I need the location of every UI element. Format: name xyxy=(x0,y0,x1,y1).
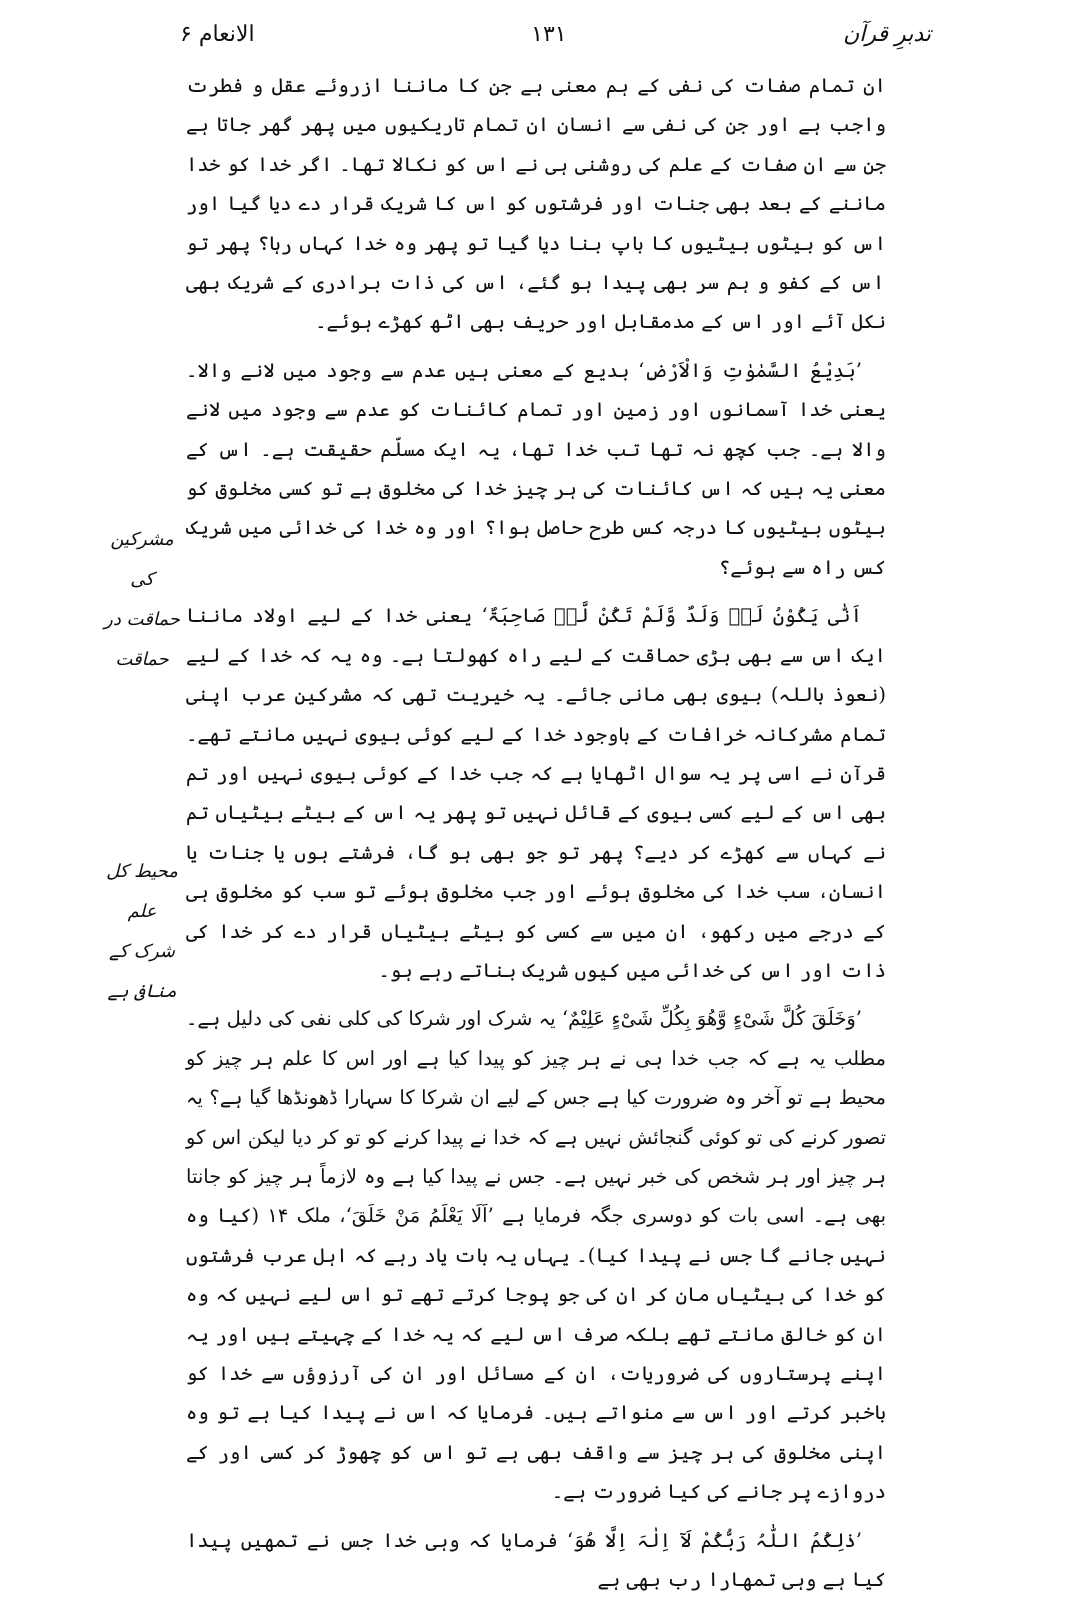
text-line: اسی پر یہ سوال اٹھایا ہے کہ جب خدا کے کوئی بیوی نہیں اور تم بھی اس کے لیے کسی بیوی کے قائل نہیں xyxy=(186,761,886,825)
margin-note-line: حماقت xyxy=(115,649,169,670)
text-line: درجہ کس طرح حاصل ہوا؟ اور وہ خدا کی خدائی میں شریک کس راہ سے ہوئے؟ xyxy=(186,516,886,579)
text-line: ’بَدِیْعُ السَّمٰوٰتِ وَالْاَرْضِ‘ بدیع کے معنی ہیں عدم سے وجود میں لانے والا۔ یعنی خدا آسمانوں xyxy=(186,358,886,422)
text-line: ان کے مسائل اور ان کی آرزوؤں سے خدا کو باخبر کرتے اور اس سے منواتے ہیں۔ فرمایا کہ اس نے پیدا کیا xyxy=(186,1362,887,1425)
text-line: میں سے کسی کو بیٹے بیٹیاں قرار دے کر خدا کی ذات اور اس کی خدائی میں کیوں شریک بناتے رہے ہو۔ xyxy=(186,919,886,982)
book-title: تدبرِ قرآن xyxy=(843,21,931,47)
text-line: نکل آئے اور اس کے مدمقابل اور حریف بھی اٹھ کھڑے ہوئے۔ xyxy=(315,310,886,334)
paragraph-intro xyxy=(186,66,886,342)
text-line: اور زمین اور تمام کائنات کو عدم سے وجود میں لانے والا ہے۔ جب کچھ نہ تھا تب خدا تھا، یہ ایک مسلّم xyxy=(186,398,886,461)
body-text xyxy=(186,66,886,1599)
paragraph-anna-yakunu xyxy=(186,596,886,990)
page-number: ۱۳۱ xyxy=(531,21,567,47)
surah-name: الانعام ۶ xyxy=(180,21,255,47)
text-line: ان تمام صفات کی نفی کے ہم معنی ہے جن کا ماننا ازروئے عقل و فطرت واجب ہے اور جن کی نفی سے انسان xyxy=(186,74,886,137)
margin-note-foolishness xyxy=(96,520,188,680)
text-line: تھی کہ مشرکین عرب اپنی تمام مشرکانہ خرافات کے باوجود خدا کے لیے کوئی بیوی نہیں مانتے تھے۔ قرآن نے xyxy=(186,683,886,785)
margin-note-knowledge xyxy=(96,852,188,1012)
paragraph-dhalikum xyxy=(186,1521,886,1599)
text-line: ’وَخَلَقَ کُلَّ شَیْءٍ وَّھُوَ بِکُلِّ شَیْءٍ عَلِیْمٌ‘ یہ شرک اور شرکا کی کلی نفی کی دلیل ہے۔ مطلب یہ ہے کہ جب xyxy=(186,1007,887,1070)
page-header xyxy=(180,14,931,54)
text-line: حقیقت ہے۔ اس کے معنی یہ ہیں کہ اس کائنات کی ہر چیز خدا کی مخلوق ہے تو کسی مخلوق کو بیٹوں بیٹیوں کا xyxy=(186,437,886,540)
text-line: کو خدا ماننے کے بعد بھی جنات اور فرشتوں کو اس کا شریک قرار دے دیا گیا اور اس کو بیٹوں بیٹیوں کا باپ xyxy=(186,152,886,255)
text-line: خدا ہی نے ہر چیز کو پیدا کیا ہے اور اس کا علم ہر چیز کو محیط ہے تو آخر وہ ضرورت کیا ہے جس کے لیے ان xyxy=(186,1046,886,1110)
text-line: بنا دیا گیا تو پھر وہ خدا کہاں رہا؟ پھر تو اس کے کفو و ہم سر بھی پیدا ہو گئے، اس کی ذات برادری کے شریک بھی xyxy=(186,231,885,295)
text-line: شرکا کا سہارا ڈھونڈھا گیا ہے؟ یہ تصور کرنے کی تو کوئی گنجائش نہیں ہے کہ خدا نے پیدا کرنے کو تو کر دیا لیکن xyxy=(186,1086,887,1149)
margin-note-line: شرک کے xyxy=(109,941,175,962)
paragraph-khalaqa xyxy=(186,999,886,1511)
text-line: ان تمام تاریکیوں میں پھر گھر جاتا ہے جن سے ان صفات کے علم کی روشنی ہی نے اس کو نکالا تھا۔ اگر خدا xyxy=(186,113,886,176)
text-line: وہ ان کو خالق مانتے تھے بلکہ صرف اس لیے کہ یہ خدا کے چہیتے ہیں اور یہ اپنے پرستاروں کی ضروریات، xyxy=(186,1283,886,1385)
text-line: ’ذٰلِکُمُ اللّٰہُ رَبُّکُمْ لَآ اِلٰہَ اِلَّا ھُوَ‘ فرمایا کہ وہی خدا جس نے تمھیں پیدا کیا ہے وہی تمھارا رب بھی ہے xyxy=(186,1528,886,1592)
margin-note-line: مشرکین کی xyxy=(110,529,174,590)
text-line: اَنّٰی یَکُوْنُ لَہٗ وَلَدٌ وَّلَمْ تَکُنْ لَّہٗ صَاحِبَۃٌ‘ یعنی خدا کے لیے اولاد ماننا ایک اس سے xyxy=(186,604,886,667)
paragraph-badi xyxy=(186,351,886,587)
margin-note-line: منافی ہے xyxy=(107,981,177,1002)
text-line: اس کو ہر چیز اور ہر شخص کی خبر نہیں ہے۔ جس نے پیدا کیا ہے وہ لازماً ہر چیز کو جانتا بھی ہے۔ اسی بات xyxy=(186,1125,886,1228)
text-line: یہ بات یاد رہے کہ اہل عرب فرشتوں کو خدا کی بیٹیاں مان کر ان کی جو پوجا کرتے تھے تو اس لیے نہیں کہ xyxy=(186,1243,886,1307)
text-line: ضرورت ہے۔ xyxy=(551,1480,661,1504)
text-line: یا انسان، سب خدا کی مخلوق ہوئے اور جب مخلوق ہوئے تو سب کو مخلوق ہی کے درجے میں رکھو، ان xyxy=(186,840,886,943)
margin-note-line: حماقت در xyxy=(104,609,180,630)
text-line: تو پھر یہ اس کے بیٹے بیٹیاں تم نے کہاں سے کھڑے کر دیے؟ پھر تو جو بھی ہو گا، فرشتے ہوں یا جنات xyxy=(186,801,886,864)
text-line: ہے تو وہ اپنی مخلوق کی ہر چیز سے واقف بھی ہے تو اس کو چھوڑ کر کسی اور کے دروازے پر جانے کی کیا xyxy=(186,1401,886,1504)
text-line: کو دوسری جگہ فرمایا ہے ’اَلَا یَعْلَمُ مَنْ خَلَقَ‘، ملک ۱۴ (کیا وہ نہیں جانے گا جس نے پیدا کیا)۔ یہاں xyxy=(186,1204,886,1267)
text-line: بھی بڑی حماقت کے لیے راہ کھولتا ہے۔ وہ یہ کہ خدا کے لیے (نعوذ باللہ) بیوی بھی مانی جائے۔ یہ خیریت xyxy=(186,643,886,707)
margin-note-line: محیط کل علم xyxy=(106,861,178,922)
